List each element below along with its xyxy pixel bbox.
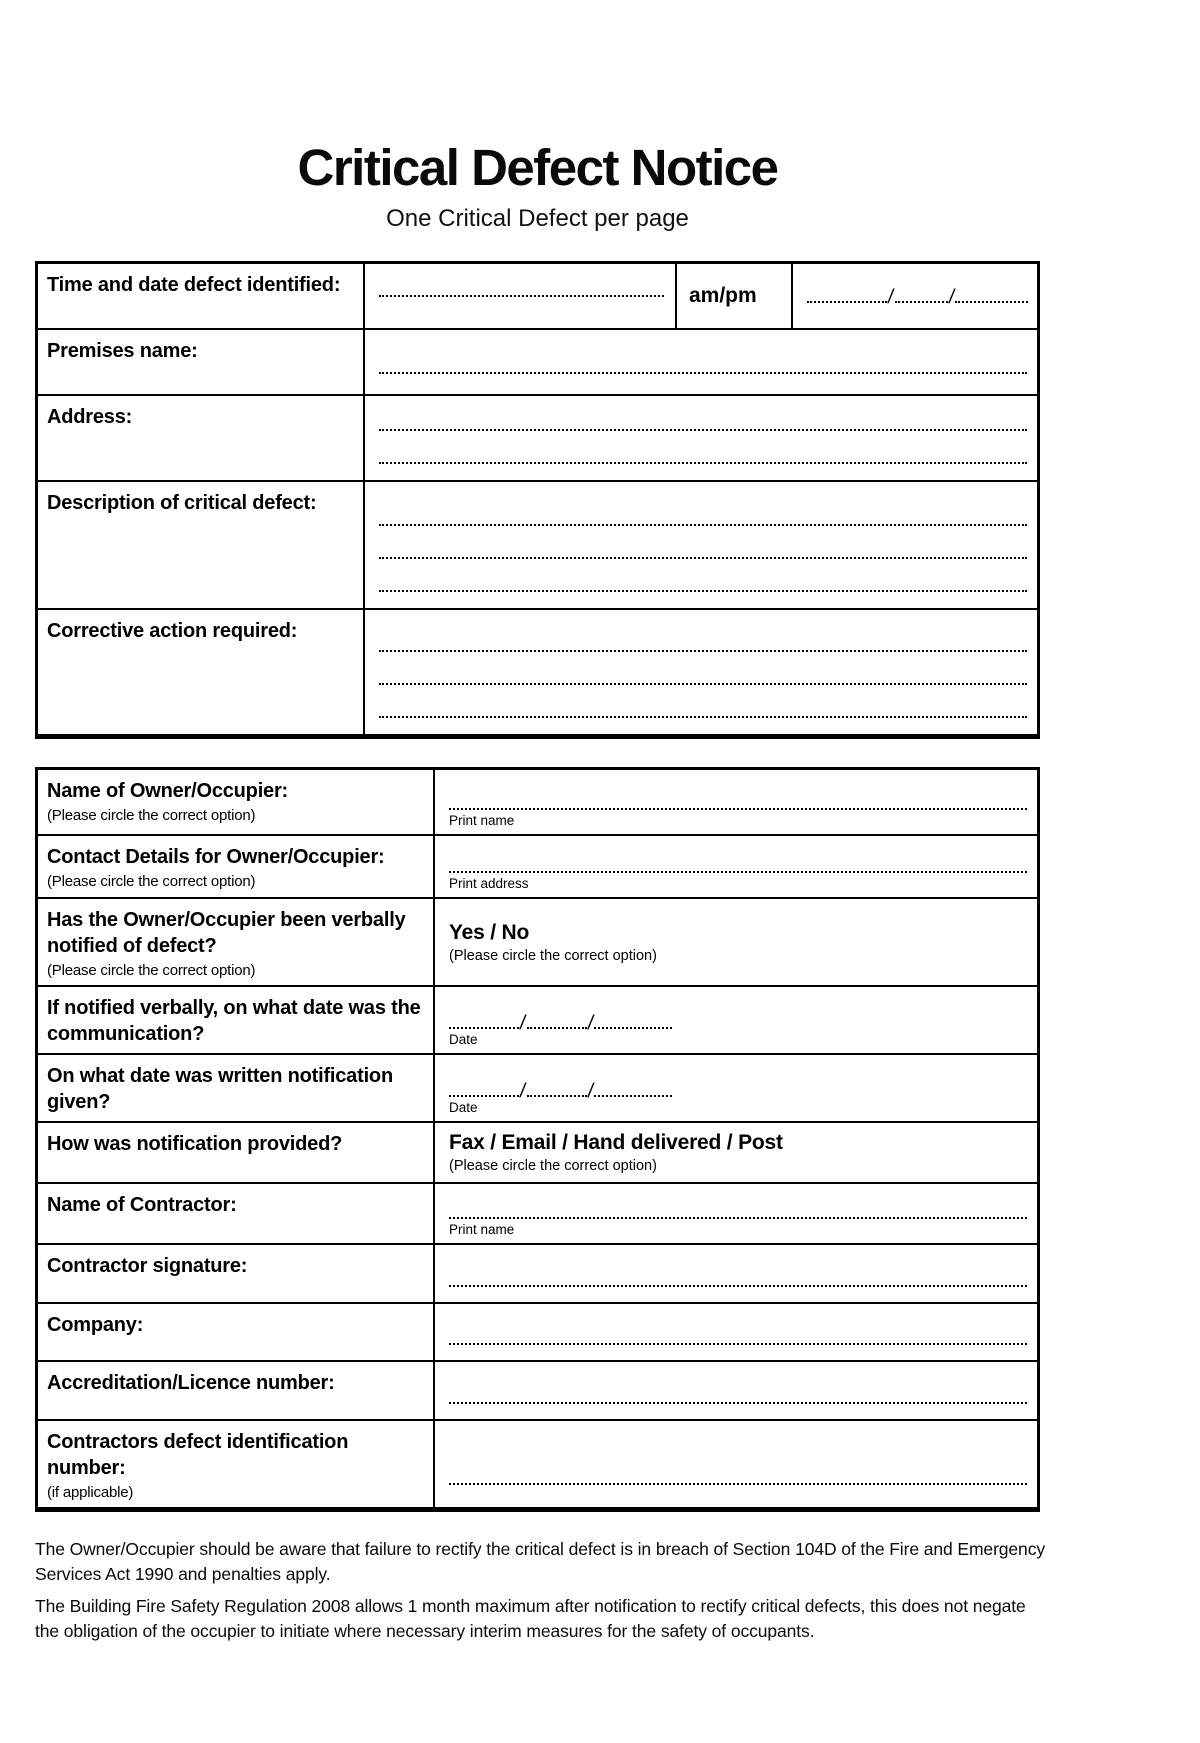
signature-entry-cell xyxy=(433,1245,1037,1302)
row-label-cell xyxy=(38,987,433,1053)
row-label: Time and date defect identified: xyxy=(47,274,341,296)
row-label: Corrective action required: xyxy=(47,620,298,642)
table-row-company xyxy=(38,1302,1037,1360)
dotted-fill-line xyxy=(379,716,1027,718)
date-entry-cell xyxy=(791,264,1038,328)
dotted-fill-line xyxy=(379,557,1027,559)
row-note: (Please circle the correct option) xyxy=(47,873,256,890)
am-pm-cell: am/pm xyxy=(675,264,791,328)
table-row-owner-name xyxy=(38,770,1037,834)
table-row-verbally-notified xyxy=(38,897,1037,985)
dotted-fill-line xyxy=(449,1343,1027,1345)
corrective-action-entry-cell xyxy=(363,610,1037,734)
table-row-corrective-action xyxy=(38,608,1037,734)
row-label: Name of Owner/Occupier: xyxy=(47,780,289,802)
row-label-cell xyxy=(38,1123,433,1182)
row-label: If notified verbally, on what date was the communication? xyxy=(47,997,421,1045)
form-header xyxy=(35,0,1040,233)
table-row-address xyxy=(38,394,1037,480)
dotted-fill-line xyxy=(594,1027,672,1029)
row-label: Has the Owner/Occupier been verbally notified of defect? xyxy=(47,909,406,957)
date-fill-line xyxy=(449,1012,684,1034)
date-separator: / xyxy=(947,286,956,308)
row-label-cell xyxy=(38,1304,433,1360)
table-row-accreditation-number xyxy=(38,1360,1037,1419)
table-row-time-date xyxy=(38,264,1037,328)
owner-contact-entry-cell xyxy=(433,836,1037,897)
legal-paragraph-1: The Owner/Occupier should be aware that failure to rectify the critical defect is in breach of Section 104D of the Fire and Emergency Services Act 1990 and penalties apply. xyxy=(35,1539,1045,1585)
defect-id-entry-cell xyxy=(433,1421,1037,1507)
row-label: Name of Contractor: xyxy=(47,1194,237,1216)
dotted-fill-line xyxy=(379,295,664,297)
row-label-cell xyxy=(38,836,433,897)
date-separator: / xyxy=(586,1080,595,1102)
field-caption: Date xyxy=(449,1032,478,1047)
row-label: Description of critical defect: xyxy=(47,492,317,514)
yes-no-cell xyxy=(433,899,1037,985)
field-caption: Date xyxy=(449,1100,478,1115)
row-label: How was notification provided? xyxy=(47,1133,343,1155)
dotted-fill-line xyxy=(379,372,1027,374)
circle-option-note: (Please circle the correct option) xyxy=(449,1158,657,1174)
dotted-fill-line xyxy=(379,683,1027,685)
table-row-contractor-signature xyxy=(38,1243,1037,1302)
notification-method-options: Fax / Email / Hand delivered / Post xyxy=(449,1131,783,1154)
dotted-fill-line xyxy=(807,301,887,303)
dotted-fill-line xyxy=(527,1027,587,1029)
dotted-fill-line xyxy=(379,590,1027,592)
row-label: Contractor signature: xyxy=(47,1255,248,1277)
dotted-fill-line xyxy=(449,1027,519,1029)
circle-option-note: (Please circle the correct option) xyxy=(449,947,657,964)
dotted-fill-line xyxy=(594,1095,672,1097)
table-row-notification-method xyxy=(38,1121,1037,1182)
description-entry-cell xyxy=(363,482,1037,608)
table-row-verbal-date xyxy=(38,985,1037,1053)
row-note: (if applicable) xyxy=(47,1484,134,1501)
contractor-name-entry-cell xyxy=(433,1184,1037,1243)
form-page xyxy=(35,0,1045,1644)
table-row-premises-name xyxy=(38,328,1037,394)
row-label-cell xyxy=(38,330,363,394)
row-label: Address: xyxy=(47,406,133,428)
address-entry-cell xyxy=(363,396,1037,480)
date-separator: / xyxy=(518,1080,528,1102)
dotted-fill-line xyxy=(449,1095,519,1097)
date-fill-line xyxy=(807,286,1028,308)
row-label-cell xyxy=(38,1184,433,1243)
yes-no-options: Yes / No xyxy=(449,920,530,944)
defect-details-table xyxy=(35,261,1040,739)
row-label: Company: xyxy=(47,1314,144,1336)
row-label: Contact Details for Owner/Occupier: xyxy=(47,846,385,868)
table-row-defect-description xyxy=(38,480,1037,608)
row-label-cell xyxy=(38,899,433,985)
row-label-cell xyxy=(38,1055,433,1121)
dotted-fill-line xyxy=(895,301,948,303)
dotted-fill-line xyxy=(449,1217,1027,1219)
row-label-cell xyxy=(38,396,363,480)
row-label-cell xyxy=(38,770,433,834)
date-separator: / xyxy=(886,286,896,308)
field-caption: Print name xyxy=(449,813,515,828)
accreditation-entry-cell xyxy=(433,1362,1037,1419)
row-label: Accreditation/Licence number: xyxy=(47,1372,335,1394)
field-caption: Print address xyxy=(449,876,529,891)
row-label-cell xyxy=(38,610,363,734)
premises-entry-cell xyxy=(363,330,1037,394)
date-separator: / xyxy=(518,1012,528,1034)
dotted-fill-line xyxy=(449,871,1027,873)
row-label-cell xyxy=(38,1245,433,1302)
company-entry-cell xyxy=(433,1304,1037,1360)
dotted-fill-line xyxy=(449,1285,1027,1287)
dotted-fill-line xyxy=(449,808,1027,810)
table-row-defect-id-number xyxy=(38,1419,1037,1507)
page-title: Critical Defect Notice xyxy=(297,139,778,196)
row-note: (Please circle the correct option) xyxy=(47,962,256,979)
dotted-fill-line xyxy=(449,1483,1027,1485)
page-subtitle: One Critical Defect per page xyxy=(386,205,689,232)
dotted-fill-line xyxy=(379,462,1027,464)
row-label: On what date was written notification given? xyxy=(47,1065,393,1113)
table-row-written-date xyxy=(38,1053,1037,1121)
row-label-cell xyxy=(38,264,363,328)
time-entry-cell xyxy=(363,264,675,328)
owner-name-entry-cell xyxy=(433,770,1037,834)
dotted-fill-line xyxy=(379,429,1027,431)
date-separator: / xyxy=(586,1012,595,1034)
notification-method-cell xyxy=(433,1123,1037,1182)
dotted-fill-line xyxy=(379,524,1027,526)
date-fill-line xyxy=(449,1080,684,1102)
row-label-cell xyxy=(38,1421,433,1507)
row-label: Premises name: xyxy=(47,340,198,362)
dotted-fill-line xyxy=(527,1095,587,1097)
verbal-date-entry-cell xyxy=(433,987,1037,1053)
table-row-contractor-name xyxy=(38,1182,1037,1243)
row-label-cell xyxy=(38,1362,433,1419)
dotted-fill-line xyxy=(449,1402,1027,1404)
row-label-cell xyxy=(38,482,363,608)
written-date-entry-cell xyxy=(433,1055,1037,1121)
dotted-fill-line xyxy=(379,650,1027,652)
field-caption: Print name xyxy=(449,1222,515,1237)
dotted-fill-line xyxy=(955,301,1028,303)
row-note: (Please circle the correct option) xyxy=(47,807,256,824)
legal-footer xyxy=(35,1537,1045,1644)
row-label: Contractors defect identification number: xyxy=(47,1431,349,1479)
notification-contractor-table xyxy=(35,767,1040,1512)
legal-paragraph-2: The Building Fire Safety Regulation 2008 allows 1 month maximum after notification to rectify critical defects, this does not negate the obligation of the occupier to initiate where necessary interim measures for the safety of occupants. xyxy=(35,1596,1026,1642)
table-row-owner-contact xyxy=(38,834,1037,897)
